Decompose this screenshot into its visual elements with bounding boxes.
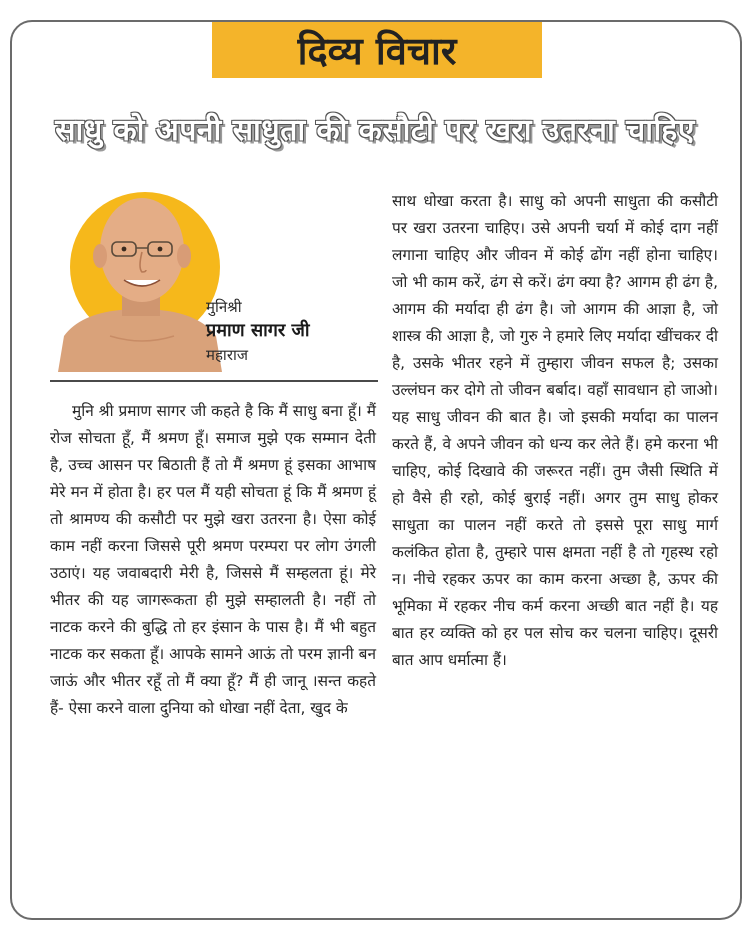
author-photo xyxy=(50,186,230,372)
section-banner xyxy=(212,22,542,78)
article-column-right: साथ धोखा करता है। साधु को अपनी साधुता की कसौटी पर खरा उतरना चाहिए। उसे अपनी चर्या में कोई दाग नहीं लगाना चाहिए और जीवन में कोई ढोंग नहीं होना चाहिए। जो भी काम करें, ढंग से करें। ढंग क्या है? आगम ही ढंग है, आगम की मर्यादा ही ढंग है। जो आगम की आज्ञा है, जो शास्त्र की आज्ञा है, जो गुरु ने हमारे लिए मर्यादा खींचकर दी है, उसके भीतर रहने में तुम्हारा जीवन सफल है; उसका उल्लंघन कर दोगे तो जीवन बर्बाद। वहाँ सावधान हो जाओ। यह साधु जीवन की बात है। जो इसकी मर्यादा का पालन करते हैं, वे अपने जीवन को धन्य कर लेते हैं। हमे करना भी चाहिए, कोई दिखावे की जरूरत नहीं। तुम जैसी स्थिति में हो वैसे ही रहो, कोई बुराई नहीं। अगर तुम साधु होकर साधुता का पालन नहीं करते तो इससे पूरा साधु मार्ग कलंकित होता है, तुम्हारे पास क्षमता नहीं है तो गृहस्थ रहो न। नीचे रहकर ऊपर का काम करना अच्छा है, ऊपर की भूमिका में रहकर नीच कर्म करना अच्छी बात नहीं है। यह बात हर व्यक्ति को हर पल सोच कर चलना चाहिए। दूसरी बात आप धर्मात्मा हैं। xyxy=(392,192,718,669)
author-name: प्रमाण सागर जी xyxy=(206,320,310,341)
article-headline: साधु को अपनी साधुता की कसौटी पर खरा उतरना चाहिए xyxy=(55,112,695,148)
author-byline xyxy=(206,296,376,366)
monk-portrait xyxy=(50,186,230,372)
byline-divider xyxy=(50,380,378,382)
author-prefix: मुनिश्री xyxy=(206,298,242,316)
article-column-left: मुनि श्री प्रमाण सागर जी कहते है कि मैं साधु बना हूँ। मैं रोज सोचता हूँ, मैं श्रमण हूँ। समाज मुझे एक सम्मान देती है, उच्च आसन पर बिठाती हैं तो मैं श्रमण हूं इसका आभाष मेरे मन में होता है। हर पल मैं यही सोचता हूं कि मैं श्रमण हूं तो श्रामण्य की कसौटी पर मुझे खरा उतरना है। ऐसा कोई काम नहीं करना जिससे पूरी श्रमण परम्परा पर लोग उंगली उठाएं। यह जवाबदारी मेरी है, जिससे मैं सम्हलता हूं। मेरे भीतर की यह जागरूकता ही मुझे सम्हालती है। नहीं तो नाटक करने की बुद्धि तो हर इंसान के पास है। मैं भी बहुत नाटक कर सकता हूँ। आपके सामने आऊं तो परम ज्ञानी बन जाऊं और भीतर रहूँ तो मैं क्या हूँ? मैं ही जानू ।सन्त कहते हैं- ऐसा करने वाला दुनिया को धोखा नहीं देता, खुद के xyxy=(50,402,376,717)
section-title: दिव्य विचार xyxy=(297,29,457,73)
author-suffix: महाराज xyxy=(206,346,248,364)
